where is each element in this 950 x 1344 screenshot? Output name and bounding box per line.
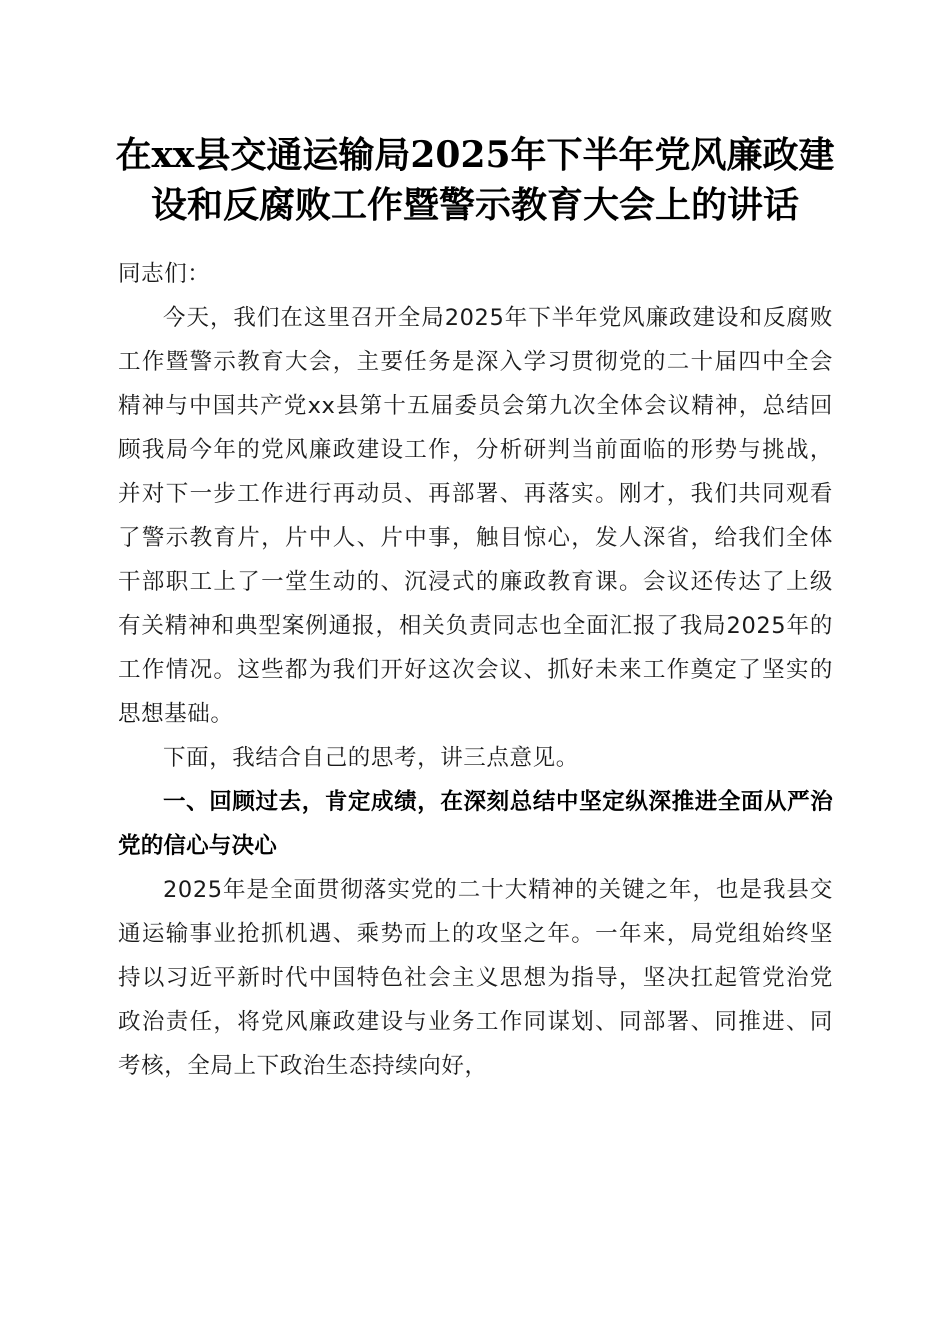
title-line-1: 在xx县交通运输局2025年下半年党风廉政建 <box>115 134 835 176</box>
section-1-heading: 一、回顾过去，肯定成绩，在深刻总结中坚定纵深推进全面从严治党的信心与决心 <box>118 789 833 859</box>
opening-paragraph: 今天，我们在这里召开全局2025年下半年党风廉政建设和反腐败工作暨警示教育大会，主要任务是深入学习贯彻党的二十届四中全会精神与中国共产党xx县第十五届委员会第九次全体会议精神，总结回顾我局今年的党风廉政建设工作，分析研判当前面临的形势与挑战，并对下一步工作进行再动员、再部署、再落实。刚才，我们共同观看了警示教育片，片中人、片中事，触目惊心，发人深省，给我们全体干部职工上了一堂生动的、沉浸式的廉政教育课。会议还传达了上级有关精神和典型案例通报，相关负责同志也全面汇报了我局2025年的工作情况。这些都为我们开好这次会议、抓好未来工作奠定了坚实的思想基础。 <box>118 305 833 727</box>
title-line-2: 设和反腐败工作暨警示教育大会上的讲话 <box>150 184 799 226</box>
document-title <box>90 130 860 230</box>
section-1-paragraph: 2025年是全面贯彻落实党的二十大精神的关键之年，也是我县交通运输事业抢抓机遇、乘势而上的攻坚之年。一年来，局党组始终坚持以习近平新时代中国特色社会主义思想为指导，坚决扛起管党治党政治责任，将党风廉政建设与业务工作同谋划、同部署、同推进、同考核，全局上下政治生态持续向好， <box>118 877 833 1079</box>
transition-paragraph: 下面，我结合自己的思考，讲三点意见。 <box>163 745 579 771</box>
salutation: 同志们： <box>118 261 211 287</box>
document-body <box>118 252 833 1088</box>
